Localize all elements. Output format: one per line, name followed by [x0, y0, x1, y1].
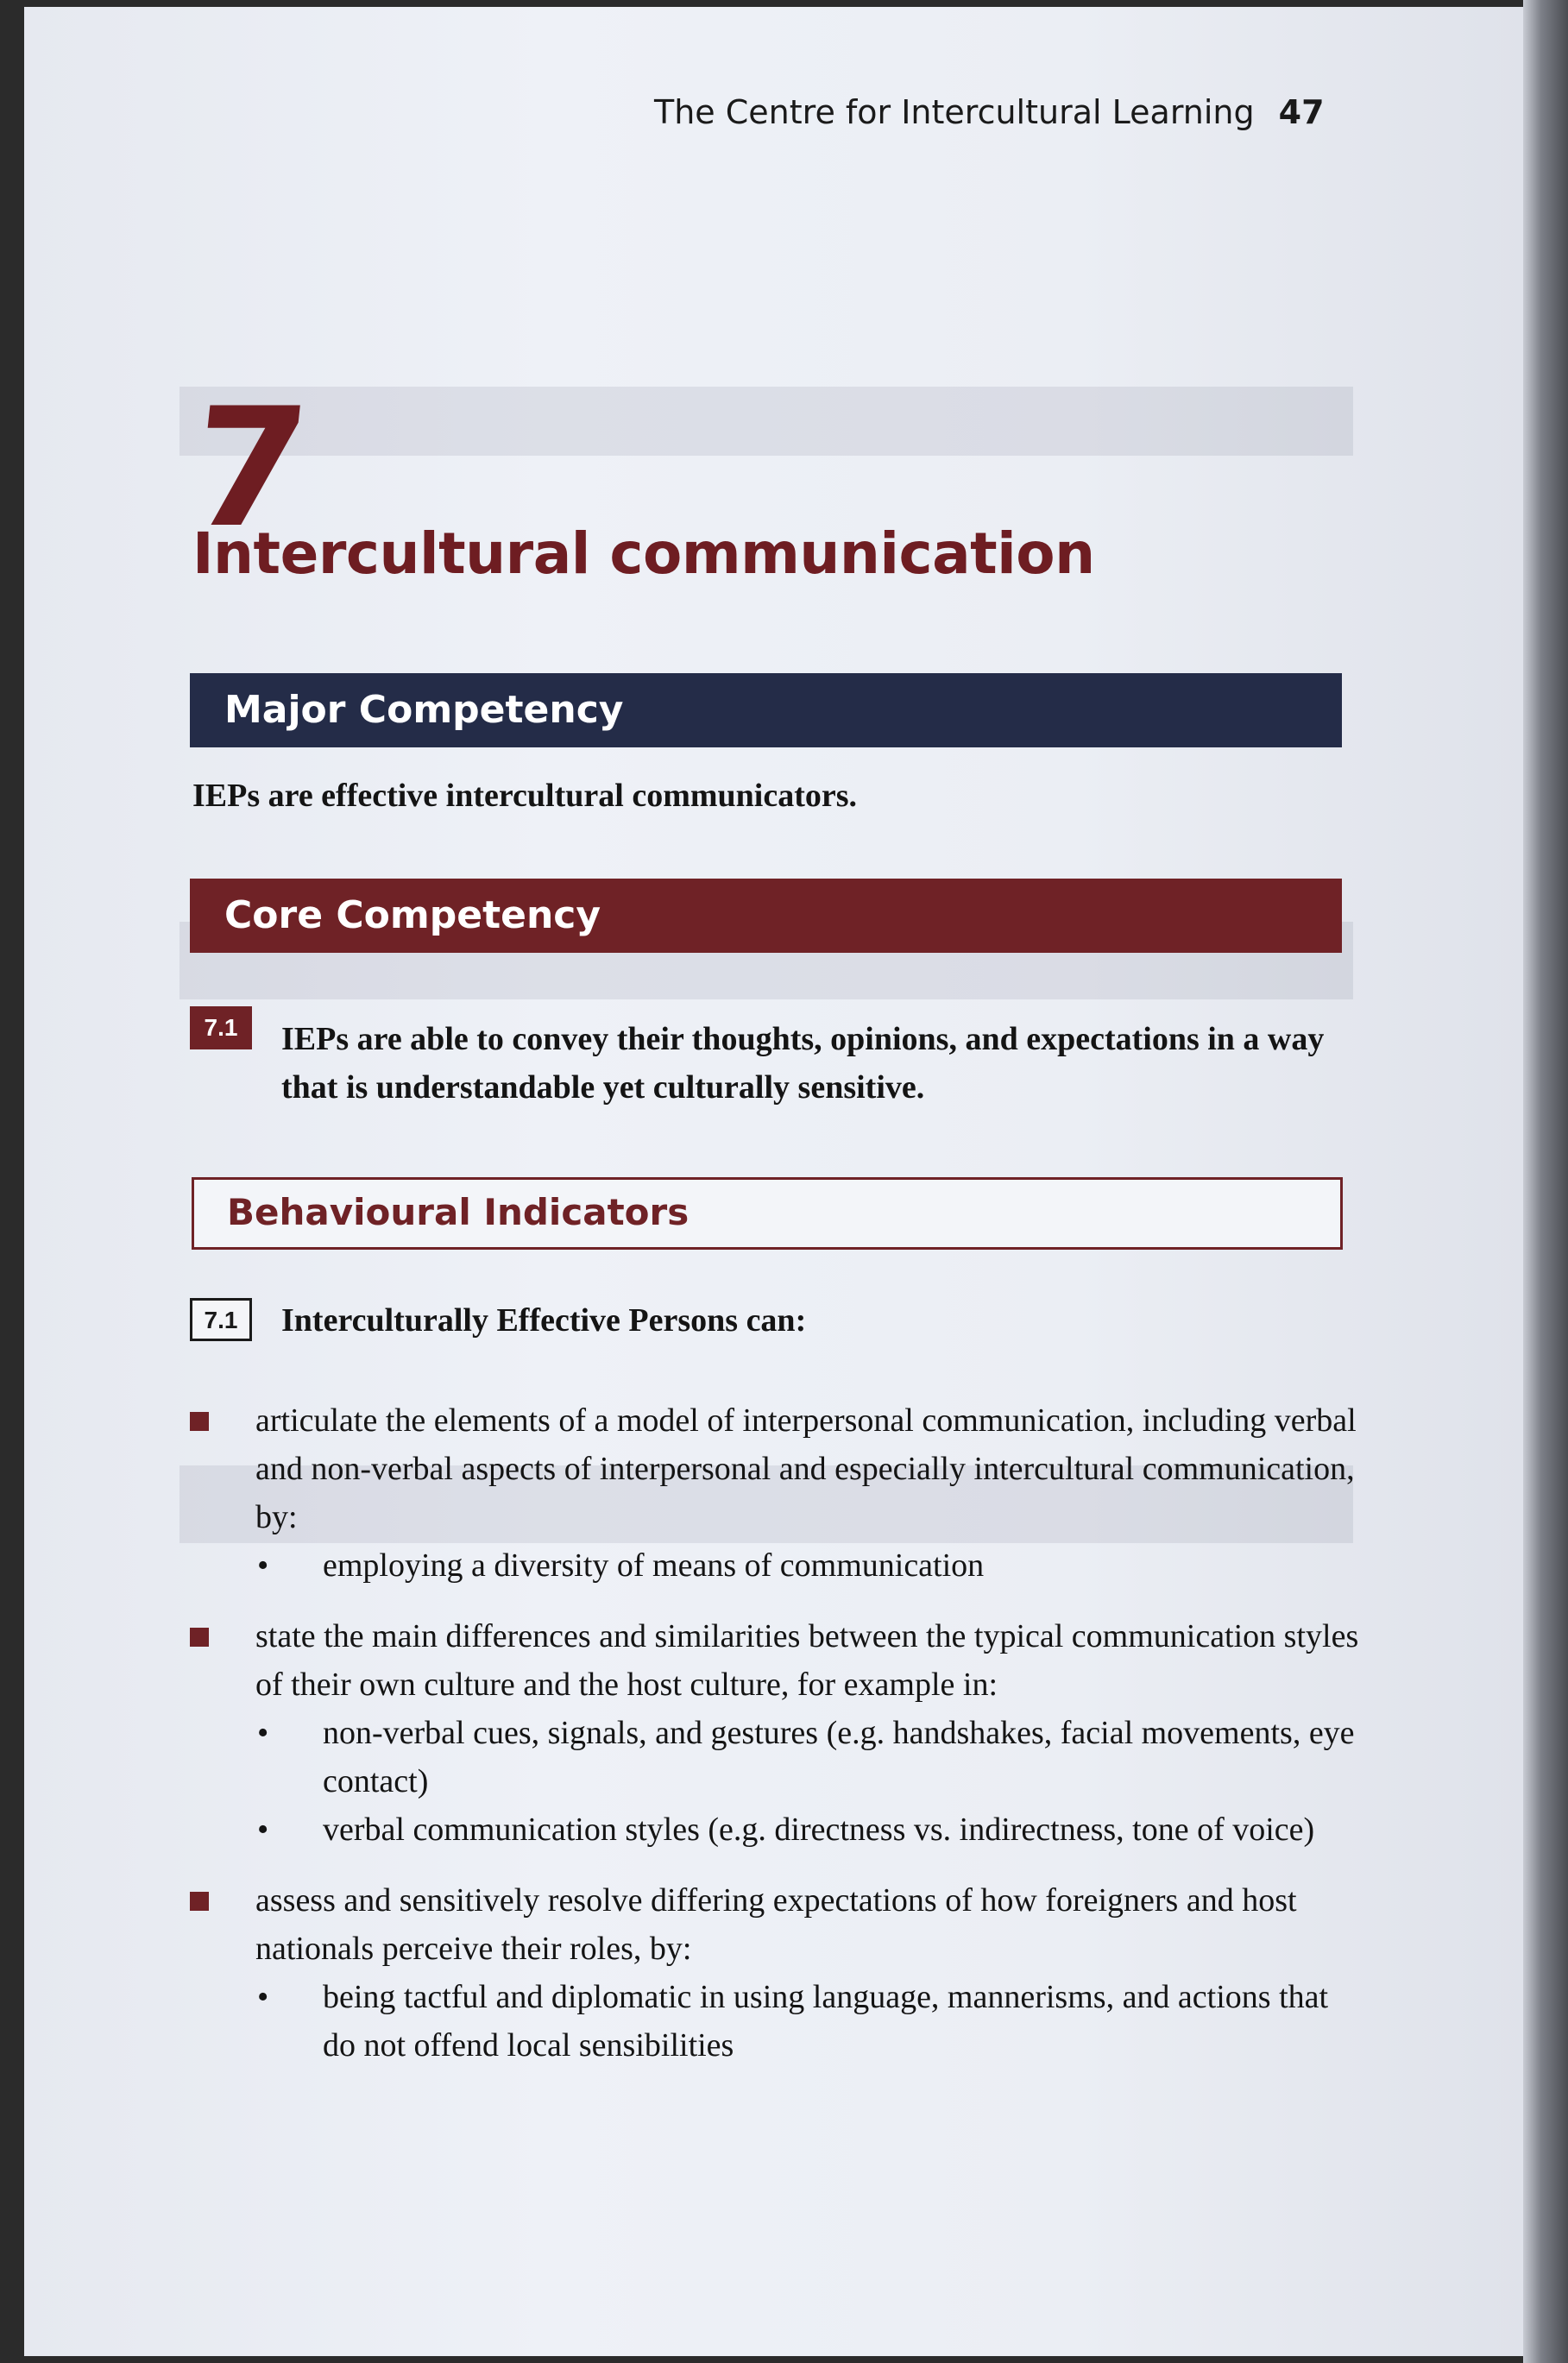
dot-bullet-icon: • [257, 1547, 269, 1584]
sub-list [255, 1973, 1363, 2070]
chapter-number: 7 [182, 373, 317, 564]
sub-item-text: verbal communication styles (e.g. directness vs. indirectness, tone of voice) [323, 1812, 1315, 1848]
book-page [24, 7, 1526, 2356]
sub-item [255, 1709, 1363, 1805]
bleed-through-band [179, 387, 1353, 456]
dot-bullet-icon: • [257, 1979, 269, 2015]
behavioural-indicators-number: 7.1 [190, 1298, 252, 1341]
indicator-list [190, 1396, 1363, 2092]
square-bullet-icon [190, 1892, 209, 1911]
indicator-item [190, 1876, 1363, 2070]
indicator-item [190, 1396, 1363, 1590]
indicator-item [190, 1612, 1363, 1854]
behavioural-indicators-lead: Interculturally Effective Persons can: [281, 1302, 807, 1339]
sub-item [255, 1973, 1363, 2070]
major-competency-text: IEPs are effective intercultural communicators. [192, 778, 858, 814]
core-competency-heading: Core Competency [190, 879, 1342, 953]
sub-item [255, 1541, 1363, 1590]
sub-item-text: being tactful and diplomatic in using language, mannerisms, and actions that do not offend local sensibilities [323, 1979, 1329, 2064]
book-gutter [1523, 0, 1568, 2363]
dot-bullet-icon: • [257, 1812, 269, 1848]
indicator-text: state the main differences and similarities between the typical communication styles of their own culture and the host culture, for example in: [255, 1618, 1359, 1703]
core-competency-number: 7.1 [190, 1006, 252, 1049]
square-bullet-icon [190, 1412, 209, 1431]
page-number: 47 [1278, 93, 1325, 131]
indicator-text: articulate the elements of a model of interpersonal communication, including verbal and non-verbal aspects of interpersonal and especially intercultural communication, by: [255, 1402, 1357, 1535]
sub-list [255, 1709, 1363, 1854]
sub-list [255, 1541, 1363, 1590]
square-bullet-icon [190, 1628, 209, 1647]
running-header [654, 93, 1325, 131]
indicator-text: assess and sensitively resolve differing expectations of how foreigners and host nationals perceive their roles, by: [255, 1882, 1297, 1967]
sub-item [255, 1805, 1363, 1854]
sub-item-text: non-verbal cues, signals, and gestures (e.g. handshakes, facial movements, eye contact) [323, 1715, 1355, 1799]
dot-bullet-icon: • [257, 1715, 269, 1751]
chapter-title: Intercultural communication [192, 520, 1095, 587]
running-title: The Centre for Intercultural Learning [654, 93, 1255, 131]
major-competency-heading: Major Competency [190, 673, 1342, 747]
core-competency-text: IEPs are able to convey their thoughts, opinions, and expectations in a way that is understandable yet culturally sensitive. [281, 1021, 1325, 1106]
sub-item-text: employing a diversity of means of communication [323, 1547, 985, 1584]
behavioural-indicators-heading: Behavioural Indicators [192, 1177, 1343, 1250]
